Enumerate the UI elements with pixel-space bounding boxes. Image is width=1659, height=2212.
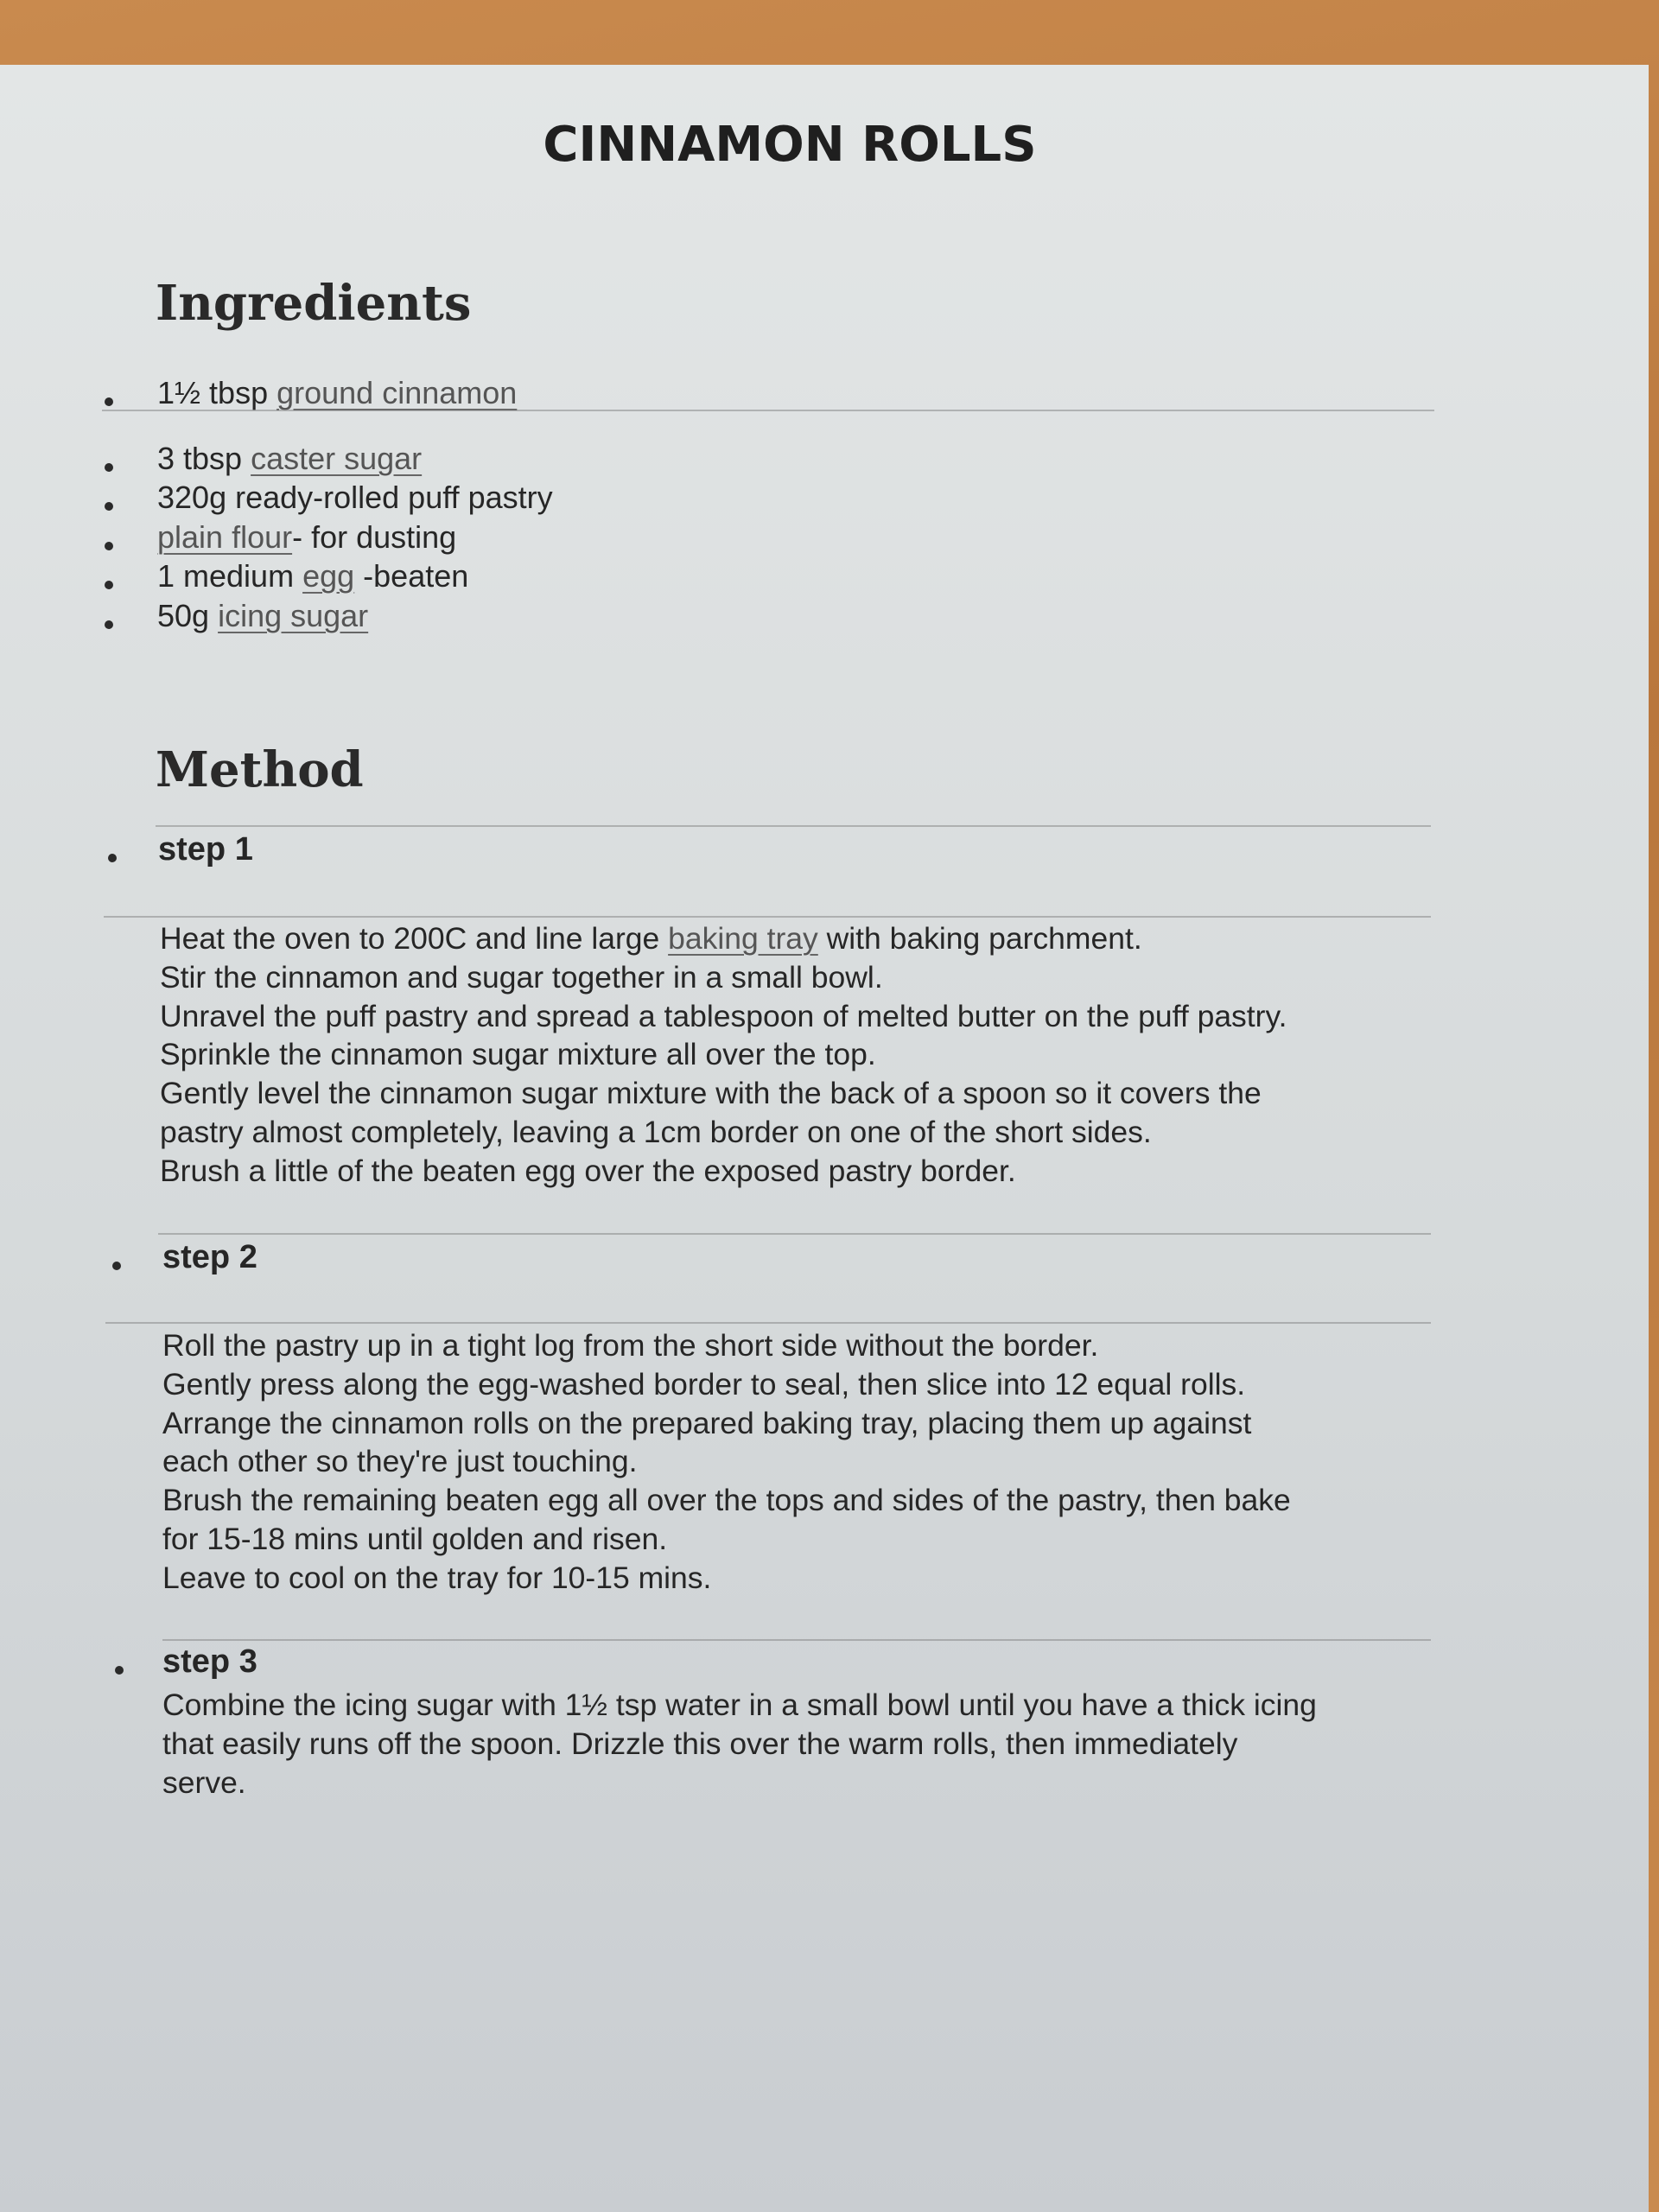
step-line: Gently level the cinnamon sugar mixture with the back of a spoon so it covers the — [160, 1076, 1262, 1111]
step-line: pastry almost completely, leaving a 1cm border on one of the short sides. — [160, 1114, 1152, 1149]
divider — [158, 1233, 1431, 1235]
divider — [104, 916, 1431, 918]
bullet-icon — [115, 1666, 124, 1675]
bullet-icon — [105, 463, 113, 472]
step-line: Leave to cool on the tray for 10-15 mins. — [162, 1560, 712, 1595]
bullet-icon — [105, 397, 113, 406]
method-heading: Method — [156, 741, 364, 798]
bullet-icon — [105, 502, 113, 511]
step-line: for 15-18 mins until golden and risen. — [162, 1521, 668, 1556]
step-line: Stir the cinnamon and sugar together in a small bowl. — [160, 959, 883, 995]
step-line: Brush a little of the beaten egg over the exposed pastry border. — [160, 1153, 1016, 1188]
step-1-text — [160, 919, 1287, 1191]
ingredients-heading: Ingredients — [156, 275, 472, 332]
bullet-icon — [105, 620, 113, 629]
divider — [102, 410, 1434, 411]
bullet-icon — [108, 854, 117, 862]
ingredient-link-ground-cinnamon[interactable]: ground cinnamon — [276, 375, 518, 410]
step-line: Sprinkle the cinnamon sugar mixture all over the top. — [160, 1037, 876, 1072]
ingredient-link-egg[interactable]: egg — [302, 558, 355, 594]
ingredient-item: 1 medium egg -beaten — [157, 558, 469, 594]
step-3-label: step 3 — [162, 1643, 257, 1680]
step-2-label: step 2 — [162, 1239, 257, 1275]
ingredient-item: 320g ready-rolled puff pastry — [157, 480, 553, 515]
step-3-text — [162, 1686, 1317, 1802]
recipe-title: CINNAMON ROLLS — [543, 117, 1037, 173]
step-line: Heat the oven to 200C and line large baking tray with baking parchment. — [160, 921, 1142, 956]
ingredient-link-icing-sugar[interactable]: icing sugar — [218, 598, 369, 633]
divider — [105, 1322, 1431, 1324]
step-2-text — [162, 1326, 1291, 1598]
link-baking-tray[interactable]: baking tray — [668, 921, 818, 956]
step-line: Brush the remaining beaten egg all over the tops and sides of the pastry, then bake — [162, 1483, 1291, 1518]
bullet-icon — [105, 581, 113, 589]
bullet-icon — [112, 1262, 121, 1270]
step-line: that easily runs off the spoon. Drizzle this over the warm rolls, then immediately — [162, 1726, 1238, 1761]
ingredient-item: 3 tbsp caster sugar — [157, 441, 423, 476]
ingredient-link-caster-sugar[interactable]: caster sugar — [251, 441, 423, 476]
step-line: serve. — [162, 1764, 246, 1800]
step-1-label: step 1 — [158, 831, 253, 868]
step-line: Arrange the cinnamon rolls on the prepared baking tray, placing them up against — [162, 1405, 1252, 1440]
ingredient-link-plain-flour[interactable]: plain flour — [157, 519, 293, 555]
step-line: Gently press along the egg-washed border to seal, then slice into 12 equal rolls. — [162, 1366, 1246, 1402]
bullet-icon — [105, 542, 113, 550]
step-line: Roll the pastry up in a tight log from the short side without the border. — [162, 1328, 1099, 1363]
ingredient-item: 50g icing sugar — [157, 598, 369, 633]
step-line: each other so they're just touching. — [162, 1444, 638, 1479]
ingredient-item: plain flour- for dusting — [157, 519, 457, 555]
divider — [156, 825, 1431, 827]
step-line: Unravel the puff pastry and spread a tablespoon of melted butter on the puff pastry. — [160, 998, 1287, 1033]
ingredient-item: 1½ tbsp ground cinnamon — [157, 375, 518, 410]
divider — [162, 1639, 1431, 1641]
step-line: Combine the icing sugar with 1½ tsp water in a small bowl until you have a thick icing — [162, 1688, 1317, 1722]
